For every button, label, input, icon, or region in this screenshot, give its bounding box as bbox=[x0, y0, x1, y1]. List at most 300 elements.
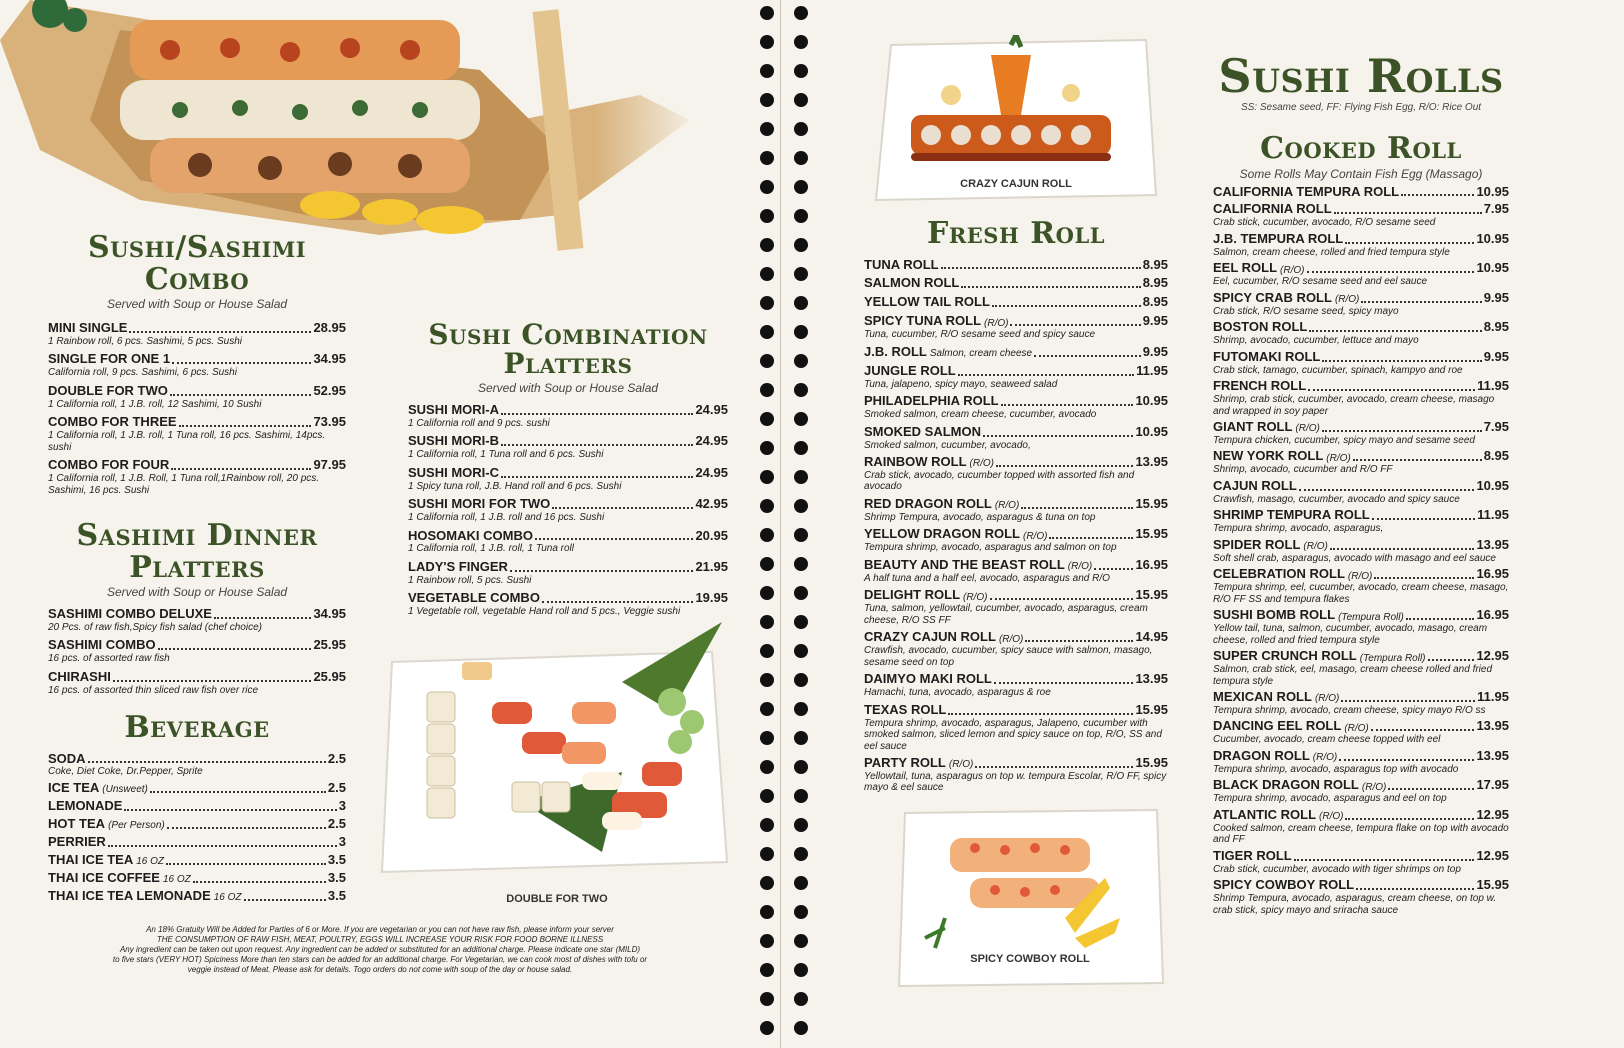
menu-item-row bbox=[48, 752, 346, 767]
spiral-hole bbox=[760, 499, 774, 513]
dot-leader bbox=[129, 331, 311, 333]
menu-item-row bbox=[408, 403, 728, 418]
dot-leader bbox=[167, 827, 326, 829]
dot-leader bbox=[990, 598, 1134, 600]
menu-item-price: 42.95 bbox=[695, 496, 728, 512]
menu-item-name: PERRIER bbox=[48, 833, 106, 849]
menu-item-description: Tempura shrimp, avocado, cream cheese, spicy mayo R/O ss bbox=[1213, 704, 1486, 716]
menu-item bbox=[48, 889, 346, 904]
menu-item bbox=[1213, 232, 1509, 258]
menu-item-name: CELEBRATION ROLL bbox=[1213, 566, 1345, 582]
menu-item-description: Salmon, cream cheese, rolled and fried tempura style bbox=[1213, 246, 1450, 258]
menu-item-note: (R/O) bbox=[984, 317, 1009, 329]
menu-item bbox=[48, 799, 346, 814]
menu-item-note: (R/O) bbox=[1303, 541, 1328, 553]
spiral-hole bbox=[794, 122, 808, 136]
menu-item-name: SUPER CRUNCH ROLL bbox=[1213, 648, 1357, 664]
menu-item-name: SUSHI BOMB ROLL bbox=[1213, 607, 1336, 623]
menu-item bbox=[48, 638, 346, 664]
menu-item-row bbox=[864, 345, 1168, 360]
spiral-hole bbox=[760, 615, 774, 629]
dot-leader bbox=[1021, 507, 1133, 509]
menu-item-name: SPIDER ROLL bbox=[1213, 536, 1301, 552]
menu-item-description: Tuna, jalapeno, spicy mayo, seaweed salad bbox=[864, 378, 1058, 390]
menu-item-note: 16 OZ bbox=[213, 892, 242, 903]
menu-item-description: Shrimp, crab stick, cucumber, avocado, cream cheese, masago and wrapped in soy paper bbox=[1213, 394, 1495, 417]
menu-item-price: 24.95 bbox=[695, 464, 728, 480]
menu-item-price: 52.95 bbox=[313, 382, 346, 398]
menu-item-price: 9.95 bbox=[1142, 313, 1168, 329]
spiral-hole bbox=[760, 818, 774, 832]
spiral-hole bbox=[794, 1021, 808, 1035]
combo-subtitle: Served with Soup or House Salad bbox=[106, 297, 288, 311]
menu-item-row bbox=[864, 276, 1168, 291]
menu-item-row bbox=[864, 630, 1168, 645]
double-for-two-photo bbox=[372, 622, 742, 884]
menu-item-price: 10.95 bbox=[1135, 423, 1168, 439]
menu-item-description: Shrimp Tempura, avocado, asparagus, cream cheese, on top w. crab stick, spicy mayo and sriracha sauce bbox=[1213, 893, 1497, 916]
spiral-hole bbox=[794, 673, 808, 687]
spiral-hole bbox=[794, 470, 808, 484]
menu-item-name: LEMONADE bbox=[48, 797, 123, 813]
menu-item-price: 24.95 bbox=[695, 433, 728, 449]
spiral-hole bbox=[794, 180, 808, 194]
menu-item-price: 3.5 bbox=[327, 851, 346, 867]
menu-item-row bbox=[1213, 449, 1509, 464]
menu-item-row bbox=[1213, 808, 1509, 823]
combo-list bbox=[48, 321, 346, 496]
menu-item-name: LADY'S FINGER bbox=[408, 558, 508, 574]
menu-item-name: SUSHI MORI-A bbox=[408, 401, 499, 417]
cooked-roll-list bbox=[1213, 185, 1509, 917]
menu-item bbox=[48, 352, 346, 378]
spiral-hole bbox=[760, 963, 774, 977]
menu-item-price: 3.5 bbox=[327, 887, 346, 903]
menu-item bbox=[408, 434, 728, 460]
menu-item-name: ATLANTIC ROLL bbox=[1213, 806, 1317, 822]
menu-item bbox=[48, 871, 346, 886]
spiral-hole bbox=[760, 122, 774, 136]
menu-item-name: SINGLE FOR ONE 1 bbox=[48, 351, 171, 367]
menu-item bbox=[1213, 350, 1509, 376]
menu-item-note: (R/O) bbox=[1067, 561, 1093, 573]
menu-item-row bbox=[48, 415, 346, 430]
menu-item-name: GIANT ROLL bbox=[1213, 419, 1293, 434]
spiral-hole bbox=[760, 441, 774, 455]
menu-item-name: CHIRASHI bbox=[48, 668, 111, 684]
spiral-hole bbox=[760, 238, 774, 252]
menu-item-price: 73.95 bbox=[313, 414, 346, 430]
menu-item-description: 1 California roll, 1 J.B. roll and 16 pcs. Sushi bbox=[408, 512, 605, 524]
menu-item-price: 15.95 bbox=[1135, 526, 1168, 542]
spiral-hole bbox=[760, 673, 774, 687]
menu-item-description: Eel, cucumber, R/O sesame seed and eel sauce bbox=[1213, 276, 1428, 288]
menu-item-note: (Tempura Roll) bbox=[1359, 652, 1426, 664]
left-menu-page bbox=[0, 0, 795, 1048]
footnote bbox=[100, 925, 660, 975]
dot-leader bbox=[179, 425, 312, 427]
menu-item bbox=[408, 466, 728, 492]
menu-item-name: SASHIMI COMBO DELUXE bbox=[48, 606, 212, 621]
menu-item-description: Crab stick, R/O sesame seed, spicy mayo bbox=[1213, 305, 1399, 317]
menu-item-note: 16 OZ bbox=[136, 856, 165, 868]
dot-leader bbox=[1345, 242, 1474, 244]
menu-item-price: 12.95 bbox=[1476, 847, 1509, 863]
menu-item-name: VEGETABLE COMBO bbox=[408, 590, 540, 606]
menu-item-name: DOUBLE FOR TWO bbox=[48, 382, 168, 398]
sushi-boat-photo bbox=[0, 0, 700, 260]
menu-item-name: CALIFORNIA TEMPURA ROLL bbox=[1213, 183, 1400, 199]
dot-leader bbox=[150, 791, 326, 793]
menu-item-description: 1 California roll and 9 pcs. sushi bbox=[408, 417, 550, 429]
menu-item-price: 8.95 bbox=[1142, 256, 1168, 272]
menu-item-note: (R/O) bbox=[1347, 570, 1373, 582]
menu-item-description: 1 Rainbow roll, 6 pcs. Sashimi, 5 pcs. Sushi bbox=[48, 335, 242, 347]
dinner-list bbox=[48, 607, 346, 696]
spiral-hole bbox=[794, 93, 808, 107]
menu-item-note: (R/O) bbox=[1312, 752, 1338, 764]
spiral-hole bbox=[794, 905, 808, 919]
menu-item-name: EEL ROLL bbox=[1213, 260, 1278, 276]
dot-leader bbox=[1401, 194, 1474, 196]
menu-item-name: HOSOMAKI COMBO bbox=[408, 527, 533, 543]
dot-leader bbox=[1322, 430, 1482, 432]
menu-item bbox=[864, 425, 1168, 451]
dinner-subtitle: Served with Soup or House Salad bbox=[106, 585, 288, 599]
menu-item-row bbox=[1213, 379, 1509, 394]
menu-item-row bbox=[1213, 778, 1509, 793]
footnote-line: Any ingredient can be taken out upon request. Any ingredient can be added or substituted for an additional charge. Please indicate one star (MILD) bbox=[119, 945, 641, 954]
cooked-roll-section bbox=[1213, 133, 1509, 919]
dot-leader bbox=[983, 435, 1133, 437]
spiral-hole bbox=[794, 354, 808, 368]
menu-item-price: 16.95 bbox=[1476, 607, 1509, 623]
menu-item-row bbox=[1213, 508, 1509, 523]
menu-item bbox=[48, 415, 346, 453]
menu-item bbox=[1213, 749, 1509, 775]
menu-item-row bbox=[864, 455, 1168, 470]
spiral-hole bbox=[760, 876, 774, 890]
menu-item-row bbox=[1213, 320, 1509, 335]
menu-item bbox=[1213, 185, 1509, 200]
menu-item-description: Smoked salmon, cucumber, avocado, bbox=[864, 439, 1031, 451]
menu-item-name: MEXICAN ROLL bbox=[1213, 689, 1312, 704]
fresh-roll-list bbox=[864, 258, 1168, 794]
menu-item-price: 13.95 bbox=[1476, 718, 1509, 734]
double-for-two-caption: DOUBLE FOR TWO bbox=[506, 893, 608, 905]
menu-item-name: JUNGLE ROLL bbox=[864, 362, 956, 378]
menu-item-price: 10.95 bbox=[1476, 477, 1509, 493]
spiral-hole bbox=[794, 992, 808, 1006]
menu-item-row bbox=[864, 497, 1168, 512]
menu-item-price: 21.95 bbox=[695, 558, 728, 574]
spiral-hole bbox=[794, 64, 808, 78]
menu-item-name: SMOKED SALMON bbox=[864, 423, 981, 439]
dot-leader bbox=[1330, 548, 1475, 550]
spiral-hole bbox=[794, 267, 808, 281]
menu-item bbox=[864, 527, 1168, 553]
spiral-hole bbox=[794, 296, 808, 310]
menu-item-price: 11.95 bbox=[1136, 362, 1168, 378]
menu-item-description: Yellowtail, tuna, asparagus on top w. tempura Escolar, R/O FF, spicy mayo & eel sauce bbox=[864, 770, 1167, 794]
spiral-hole bbox=[760, 789, 774, 803]
menu-item-note: (R/O) bbox=[994, 500, 1020, 512]
menu-item-description: Tempura shrimp, avocado, asparagus, bbox=[1213, 523, 1384, 535]
menu-item bbox=[864, 756, 1168, 794]
menu-item-row bbox=[1213, 608, 1509, 623]
menu-item bbox=[1213, 608, 1509, 646]
menu-item-row bbox=[1213, 719, 1509, 734]
menu-item-row bbox=[408, 466, 728, 481]
menu-item-price: 10.95 bbox=[1476, 260, 1509, 276]
dot-leader bbox=[542, 601, 694, 603]
menu-item-note: (R/O) bbox=[1344, 722, 1369, 734]
menu-item-row bbox=[48, 321, 346, 336]
cooked-roll-title: Cooked Roll bbox=[1260, 131, 1462, 166]
spiral-hole bbox=[794, 412, 808, 426]
menu-item-name: BLACK DRAGON ROLL bbox=[1213, 777, 1359, 793]
spiral-hole bbox=[794, 760, 808, 774]
platters-title bbox=[408, 320, 728, 379]
dot-leader bbox=[1334, 212, 1482, 214]
spiral-hole bbox=[794, 644, 808, 658]
menu-item bbox=[864, 364, 1168, 390]
menu-item-price: 25.95 bbox=[313, 637, 346, 653]
menu-item bbox=[864, 345, 1168, 360]
spiral-hole bbox=[760, 731, 774, 745]
menu-item-price: 12.95 bbox=[1476, 806, 1509, 822]
spiral-hole bbox=[760, 760, 774, 774]
menu-item-name: THAI ICE TEA LEMONADE bbox=[48, 887, 211, 903]
menu-item-price: 11.95 bbox=[1477, 507, 1509, 523]
platters-title-line1: Sushi Combination bbox=[428, 318, 708, 351]
combo-title bbox=[48, 232, 346, 295]
dot-leader bbox=[1388, 788, 1474, 790]
menu-item-name: CRAZY CAJUN ROLL bbox=[864, 629, 996, 645]
menu-item-price: 15.95 bbox=[1135, 495, 1168, 511]
menu-item-description: Cucumber, avocado, cream cheese topped with eel bbox=[1213, 734, 1441, 746]
spiral-hole bbox=[760, 180, 774, 194]
menu-item-price: 9.95 bbox=[1483, 348, 1509, 364]
dot-leader bbox=[1339, 759, 1474, 761]
dot-leader bbox=[1371, 729, 1475, 731]
menu-item-note: (Per Person) bbox=[108, 820, 165, 832]
spiral-hole bbox=[794, 847, 808, 861]
menu-item-note: (R/O) bbox=[963, 591, 988, 603]
menu-item-price: 8.95 bbox=[1483, 448, 1509, 464]
dot-leader bbox=[1356, 888, 1474, 890]
menu-item bbox=[48, 835, 346, 850]
dinner-title-line1: Sashimi Dinner bbox=[76, 518, 318, 553]
spiral-hole bbox=[760, 209, 774, 223]
menu-item-row bbox=[408, 529, 728, 544]
menu-item-price: 25.95 bbox=[313, 668, 346, 684]
menu-item bbox=[864, 630, 1168, 668]
dot-leader bbox=[1094, 568, 1133, 570]
spiral-hole bbox=[794, 818, 808, 832]
combo-title-line1: Sushi/Sashimi bbox=[87, 230, 307, 265]
dot-leader bbox=[1010, 324, 1140, 326]
menu-item-row bbox=[864, 394, 1168, 409]
page-fold bbox=[780, 0, 781, 1048]
menu-item-description: California roll, 9 pcs. Sashimi, 6 pcs. Sushi bbox=[48, 367, 237, 379]
menu-item bbox=[408, 591, 728, 617]
menu-item-name: YELLOW TAIL ROLL bbox=[864, 294, 990, 310]
menu-item-row bbox=[1213, 649, 1509, 664]
dot-leader bbox=[88, 761, 326, 763]
menu-item-price: 10.95 bbox=[1135, 393, 1168, 409]
menu-item-name: RAINBOW ROLL bbox=[864, 454, 967, 469]
spicy-cowboy-roll-caption: SPICY COWBOY ROLL bbox=[970, 953, 1090, 965]
spiral-hole bbox=[760, 702, 774, 716]
menu-item bbox=[864, 703, 1168, 752]
menu-item bbox=[48, 321, 346, 347]
menu-item-row bbox=[48, 871, 346, 886]
spiral-hole bbox=[760, 586, 774, 600]
menu-item-description: Shrimp Tempura, avocado, asparagus & tuna on top bbox=[864, 511, 1096, 523]
menu-item bbox=[864, 394, 1168, 420]
spiral-hole bbox=[760, 325, 774, 339]
platters-subtitle: Served with Soup or House Salad bbox=[477, 380, 659, 395]
menu-item-description: 16 pcs. of assorted raw fish bbox=[48, 653, 170, 665]
menu-item-note: (R/O) bbox=[1280, 264, 1305, 276]
dot-leader bbox=[501, 476, 693, 478]
menu-item-row bbox=[408, 497, 728, 512]
menu-item bbox=[1213, 778, 1509, 804]
menu-item-price: 3.5 bbox=[327, 869, 346, 885]
dot-leader bbox=[1341, 700, 1475, 702]
menu-item bbox=[48, 384, 346, 410]
spiral-hole bbox=[760, 93, 774, 107]
menu-item-price: 8.95 bbox=[1142, 294, 1168, 310]
spiral-hole bbox=[794, 963, 808, 977]
menu-item-name: J.B. TEMPURA ROLL bbox=[1213, 230, 1344, 246]
beverage-list bbox=[48, 752, 346, 904]
menu-item-row bbox=[48, 781, 346, 796]
menu-item-price: 19.95 bbox=[695, 590, 728, 606]
menu-item-price: 20.95 bbox=[695, 527, 728, 543]
menu-item-price: 34.95 bbox=[313, 606, 346, 621]
menu-item-name: PHILADELPHIA ROLL bbox=[864, 393, 999, 409]
dot-leader bbox=[172, 362, 311, 364]
menu-item-note: (R/O) bbox=[998, 633, 1024, 645]
menu-item bbox=[1213, 690, 1509, 716]
dot-leader bbox=[1025, 640, 1133, 642]
spiral-hole bbox=[760, 1021, 774, 1035]
menu-item bbox=[1213, 202, 1509, 228]
menu-item-row bbox=[48, 853, 346, 868]
menu-item-name: FRENCH ROLL bbox=[1213, 378, 1307, 394]
menu-item bbox=[1213, 849, 1509, 875]
menu-item-row bbox=[1213, 690, 1509, 705]
menu-item-row bbox=[408, 591, 728, 606]
spiral-hole bbox=[760, 267, 774, 281]
menu-item-description: Tuna, cucumber, R/O sesame seed and spicy sauce bbox=[864, 329, 1096, 341]
dot-leader bbox=[1001, 404, 1134, 406]
menu-item-description: 1 California roll, 1 J.B. roll, 1 Tuna roll bbox=[408, 543, 574, 555]
menu-item bbox=[1213, 261, 1509, 287]
sushi-rolls-title: Sushi Rolls bbox=[1218, 49, 1504, 103]
menu-item bbox=[1213, 808, 1509, 846]
menu-item bbox=[48, 607, 346, 633]
menu-item-name: PARTY ROLL bbox=[864, 755, 946, 770]
spiral-hole bbox=[760, 35, 774, 49]
menu-item-price: 3 bbox=[338, 833, 346, 849]
dot-leader bbox=[1309, 330, 1481, 332]
sushi-rolls-legend: SS: Sesame seed, FF: Flying Fish Egg, R/O: Rice Out bbox=[1240, 102, 1482, 114]
menu-item-description: Soft shell crab, asparagus, avocado with masago and eel sauce bbox=[1213, 552, 1496, 564]
menu-item-row bbox=[864, 295, 1168, 310]
menu-item-price: 11.95 bbox=[1477, 689, 1509, 704]
dot-leader bbox=[961, 286, 1140, 288]
right-menu-page bbox=[811, 0, 1624, 1048]
menu-item-name: MINI SINGLE bbox=[48, 320, 128, 335]
menu-item-row bbox=[1213, 185, 1509, 200]
menu-item-price: 7.95 bbox=[1483, 419, 1509, 434]
menu-item-name: DANCING EEL ROLL bbox=[1213, 718, 1342, 734]
dot-leader bbox=[170, 394, 312, 396]
menu-item-price: 10.95 bbox=[1476, 183, 1509, 199]
menu-item bbox=[408, 403, 728, 429]
menu-item-row bbox=[1213, 567, 1509, 582]
menu-item-row bbox=[48, 458, 346, 473]
menu-item bbox=[48, 458, 346, 496]
menu-item-name: J.B. ROLL bbox=[864, 343, 927, 359]
menu-item-name: TUNA ROLL bbox=[864, 256, 939, 272]
dot-leader bbox=[535, 538, 694, 540]
menu-item bbox=[864, 558, 1168, 584]
combo-section bbox=[48, 232, 346, 501]
dot-leader bbox=[1428, 659, 1475, 661]
menu-item-description: Tempura shrimp, avocado, asparagus, Jalapeno, cucumber with smoked salmon, sliced lemon and spicy sauce on top, R/O, SS and eel sauce bbox=[864, 717, 1162, 752]
menu-item-note: Salmon, cream cheese bbox=[929, 348, 1033, 360]
menu-item-name: SODA bbox=[48, 750, 86, 766]
spiral-hole bbox=[760, 6, 774, 20]
menu-item-price: 9.95 bbox=[1142, 343, 1168, 359]
menu-item bbox=[1213, 291, 1509, 317]
menu-item bbox=[864, 588, 1168, 626]
menu-item-name: RED DRAGON ROLL bbox=[864, 495, 992, 511]
menu-item-description: 1 California roll, 1 J.B. roll, 1 Tuna roll, 16 pcs. Sashimi, 14pcs. sushi bbox=[48, 430, 326, 453]
menu-item-price: 97.95 bbox=[313, 457, 346, 473]
menu-item-description: 1 California roll, 1 J.B. roll, 12 Sashimi, 10 Sushi bbox=[48, 398, 262, 410]
menu-item bbox=[48, 670, 346, 696]
dot-leader bbox=[1345, 818, 1474, 820]
spiral-hole bbox=[794, 528, 808, 542]
menu-item bbox=[1213, 449, 1509, 475]
menu-item-name: ICE TEA bbox=[48, 779, 100, 795]
menu-item bbox=[864, 672, 1168, 698]
menu-item-description: Cooked salmon, cream cheese, tempura flake on top with avocado and FF bbox=[1213, 822, 1509, 846]
menu-item-description: 16 pcs. of assorted thin sliced raw fish over rice bbox=[48, 684, 259, 696]
platters-list bbox=[408, 403, 728, 618]
platters-title-line2: Platters bbox=[503, 347, 633, 381]
menu-item-name: COMBO FOR FOUR bbox=[48, 457, 170, 473]
menu-item-price: 34.95 bbox=[313, 351, 346, 367]
menu-item-description: Shrimp, avocado, cucumber, lettuce and mayo bbox=[1213, 335, 1419, 347]
beverage-title: Beverage bbox=[124, 710, 270, 745]
menu-item-row bbox=[864, 364, 1168, 379]
fresh-roll-title: Fresh Roll bbox=[927, 216, 1105, 251]
spiral-hole bbox=[794, 586, 808, 600]
menu-item-row bbox=[48, 352, 346, 367]
spiral-hole bbox=[794, 35, 808, 49]
menu-item-description: Tempura chicken, cucumber, spicy mayo and sesame seed bbox=[1213, 434, 1475, 446]
menu-item-note: (R/O) bbox=[969, 458, 994, 470]
menu-item-row bbox=[48, 799, 346, 814]
menu-item-name: CAJUN ROLL bbox=[1213, 477, 1297, 493]
menu-item-price: 2.5 bbox=[327, 779, 346, 795]
